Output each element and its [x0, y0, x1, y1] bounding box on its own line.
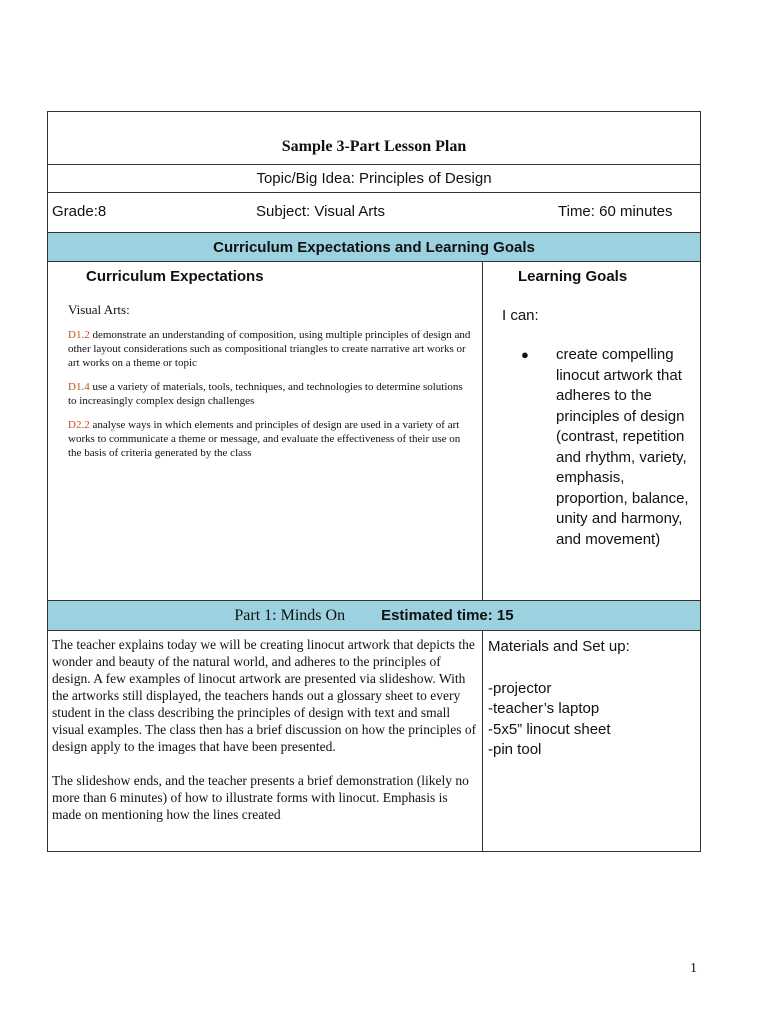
expectation-code: D1.4 [68, 381, 90, 393]
i-can-label: I can: [502, 307, 539, 324]
curriculum-expectations-heading: Curriculum Expectations [86, 268, 264, 285]
learning-goals-cell [483, 262, 700, 600]
expectation-item [68, 418, 472, 460]
part1-estimated-time: Estimated time: 15 [381, 607, 514, 624]
expectation-item [68, 328, 472, 370]
expectation-text: demonstrate an understanding of composition, using multiple principles of design and other layout considerations such as compositional triangles to create narrative art works or art works on a theme or topic [68, 329, 471, 369]
expectation-item [68, 380, 472, 408]
expectations-row [48, 262, 700, 601]
material-item: -5x5” linocut sheet [488, 720, 611, 738]
part1-title: Part 1: Minds On [234, 606, 346, 624]
lesson-plan-table [47, 111, 701, 852]
part1-body-row [48, 631, 700, 851]
topic-text: Topic/Big Idea: Principles of Design [256, 170, 492, 187]
expectation-text: analyse ways in which elements and principles of design are used in a variety of art works to communicate a theme or message, and evaluate the effectiveness of their use on the basis of criteria generated by the class [68, 419, 461, 459]
time-text: Time: 60 minutes [558, 203, 673, 220]
materials-cell [483, 631, 700, 851]
visual-arts-label: Visual Arts: [68, 302, 130, 317]
description-paragraph: The teacher explains today we will be creating linocut artwork that depicts the wonder and beauty of the natural world, and adheres to the principles of design. A few examples of linocut artwork are presented via slideshow. With the artworks still displayed, the teachers hands out a glossary sheet to every student in the class describing the principles of design with text and small visual examples. The class then has a brief discussion on how the principles of design apply to the images that have been presented. [52, 637, 477, 754]
expectation-text: use a variety of materials, tools, techniques, and technologies to determine solutions to increasingly complex design challenges [68, 381, 463, 407]
material-item: -projector [488, 679, 552, 697]
description-paragraph: The slideshow ends, and the teacher presents a brief demonstration (likely no more than 6 minutes) of how to illustrate forms with linocut. Emphasis is made on mentioning how the lines created [52, 773, 469, 822]
material-item: -pin tool [488, 741, 542, 758]
grade-text: Grade:8 [52, 203, 107, 220]
material-item: -teacher’s laptop [488, 700, 600, 717]
learning-goals-heading: Learning Goals [518, 268, 628, 285]
page-title: Sample 3-Part Lesson Plan [281, 138, 467, 155]
expectations-band [48, 233, 700, 262]
part1-band [48, 601, 700, 631]
expectations-band-title: Curriculum Expectations and Learning Goals [213, 238, 535, 256]
expectation-code: D2.2 [68, 419, 90, 431]
page-number: 1 [690, 961, 697, 976]
part1-description-cell [48, 631, 483, 851]
learning-goal-item [483, 345, 700, 550]
info-row [48, 193, 700, 233]
learning-goal-text: create compelling linocut artwork that adheres to the principles of design (contrast, repetition and rhythm, variety, emphasis, proportion, balance, unity and harmony, and movement) [556, 346, 689, 548]
expectation-code: D1.2 [68, 329, 90, 341]
subject-text: Subject: Visual Arts [256, 203, 385, 220]
curriculum-expectations-cell [48, 262, 483, 600]
title-row [48, 112, 700, 165]
bullet-icon: ● [521, 347, 529, 362]
materials-heading: Materials and Set up: [488, 638, 630, 655]
learning-goals-list [483, 345, 700, 550]
materials-list [488, 679, 700, 761]
topic-row [48, 165, 700, 193]
